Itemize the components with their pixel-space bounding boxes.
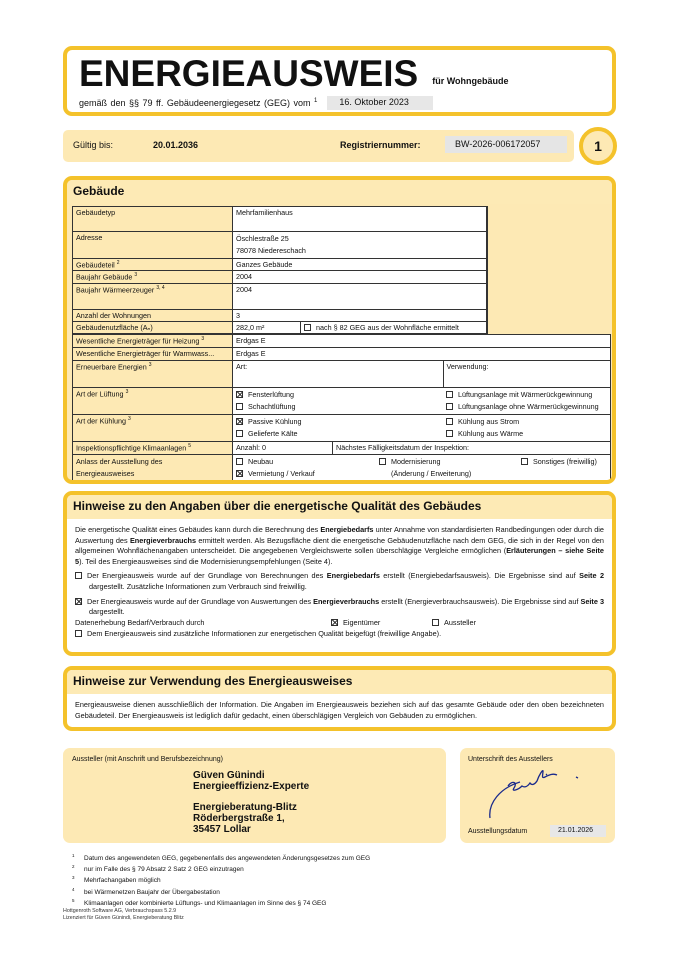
footnote: $^1$ Datum des angewendeten GEG, gegebenenfalls des angewendeten Änderungsgesetzes zum GEG [72, 853, 371, 862]
label-text: Inspektionspflichtige Klimaanlagen [76, 443, 187, 453]
label: Gebäudenutzfläche (Aₙ) [73, 321, 233, 333]
checkbox[interactable] [379, 458, 386, 465]
value: Ganzes Gebäude [233, 259, 487, 271]
building-upper [72, 206, 611, 334]
value: Erdgas E [233, 347, 611, 360]
building-table-lower [72, 334, 611, 482]
issue-date: 21.01.2026 [550, 825, 606, 837]
additional-info-option[interactable]: Dem Energieausweis sind zusätzliche Informationen zur energetischen Qualität beigefügt (freiwillige Angabe). [67, 629, 612, 640]
checkbox[interactable] [446, 403, 453, 410]
label-text: Anlass der Ausstellung des [76, 456, 163, 466]
software-line: Hottgenroth Software AG, Verbrauchspass 5.2.9 [63, 908, 177, 914]
issuer-panel [63, 748, 446, 843]
issuer-city: 35457 Lollar [193, 824, 251, 835]
label-text: Art der Lüftung [76, 389, 124, 399]
option-sublabel: (Änderung / Erweiterung) [391, 468, 472, 478]
license-line: Lizenziert für Güven Günindi, Energieberatung Blitz [63, 914, 184, 921]
building-table [72, 206, 487, 334]
option-label: Fensterlüftung [248, 389, 294, 399]
valid-until: 20.01.2036 [153, 140, 199, 150]
option-passive[interactable] [236, 416, 440, 428]
valid-label: Gültig bis: [73, 140, 114, 150]
option-label: Neubau [248, 456, 274, 466]
label [73, 441, 233, 454]
value: Erdgas E [233, 334, 611, 347]
option-label: Vermietung / Verkauf [248, 468, 315, 478]
option-delivered[interactable] [236, 428, 440, 440]
option-electric[interactable] [446, 416, 607, 428]
label [73, 334, 233, 347]
checkbox[interactable] [75, 572, 82, 579]
renewable-use: Verwendung: [443, 360, 611, 387]
option-window[interactable] [236, 389, 440, 401]
label [73, 360, 233, 387]
issuer-name: Güven Günindi [193, 770, 265, 781]
checkbox-label: nach § 82 GEG aus der Wohnfläche ermittelt [316, 322, 459, 332]
checkbox[interactable] [75, 630, 82, 637]
ventilation-options [233, 387, 444, 414]
signature-image [480, 768, 600, 823]
registration-label: Registriernummer: [340, 140, 421, 150]
checkbox-checked[interactable] [236, 391, 243, 398]
ventilation-options-2 [443, 387, 611, 414]
data-collection-label: Datenerhebung Bedarf/Verbrauch durch [75, 617, 205, 627]
option-issuer[interactable]: Aussteller [432, 618, 476, 629]
inspection-date: Nächstes Fälligkeitsdatum der Inspektion: [333, 441, 611, 454]
option-label: Kühlung aus Strom [458, 416, 520, 426]
building-section [63, 176, 616, 484]
issuer-company: Energieberatung-Blitz [193, 802, 297, 813]
section-title: Hinweise zu den Angaben über die energetische Qualität des Gebäudes [67, 495, 612, 519]
checkbox-checked[interactable] [236, 470, 243, 477]
footnote-ref: 2 [116, 260, 120, 266]
law-date: 16. Oktober 2023 [327, 96, 433, 110]
footnote-ref: 3 [134, 272, 138, 279]
label [73, 271, 233, 283]
city: 78078 Niedereschach [236, 246, 306, 255]
consumption-option[interactable]: Der Energieausweis wurde auf der Grundlage von Auswertungen des Energieverbrauchs erstellt (Energieverbrauchsausweis). Die Ergebnisse sind auf Seite 3 dargestellt. [67, 597, 612, 618]
renewable-type: Art: [233, 360, 444, 387]
signature-label: Unterschrift des Ausstellers [468, 756, 553, 763]
issuer-label: Aussteller (mit Anschrift und Berufsbezeichnung) [72, 756, 223, 763]
checkbox[interactable] [521, 458, 528, 465]
option-label: Modernisierung [391, 456, 441, 466]
footnote-ref: 1 [313, 98, 318, 104]
label: Adresse [73, 232, 233, 259]
label-text: Gebäudeteil [76, 260, 115, 270]
label-text: Art der Kühlung [76, 416, 126, 426]
label [73, 387, 233, 414]
cooling-options [233, 414, 444, 441]
footnote: $^2$ nur im Falle des § 79 Absatz 2 Satz 2 GEG einzutragen [72, 864, 244, 874]
issuer-address-block [193, 802, 297, 835]
option-label: Sonstiges (freiwillig) [533, 456, 597, 466]
footnote-ref: 3 [127, 415, 131, 422]
value: Mehrfamilienhaus [233, 207, 487, 232]
value: 2004 [233, 283, 487, 309]
option-label: Kühlung aus Wärme [458, 428, 524, 438]
checkbox[interactable] [446, 430, 453, 437]
footnote-ref: 3 [201, 335, 205, 342]
document-subtitle: für Wohngebäude [432, 76, 509, 86]
header-box [63, 46, 616, 116]
street: Öschlestraße 25 [236, 234, 289, 243]
option-label: Gelieferte Kälte [248, 428, 298, 438]
page-number: 1 [579, 127, 617, 165]
law-text: gemäß den §§ 79 ff. Gebäudeenergiegesetz (GEG) vom [79, 98, 311, 108]
option-label: Lüftungsanlage ohne Wärmerückgewinnung [458, 401, 599, 411]
section-title: Gebäude [67, 180, 612, 204]
value [233, 232, 487, 259]
value: 3 [233, 309, 487, 321]
label-text: Wesentliche Energieträger für Heizung [76, 336, 200, 346]
software-info [63, 908, 184, 921]
quality-notes-section [63, 491, 616, 656]
checkbox-checked[interactable] [236, 418, 243, 425]
demand-option[interactable]: Der Energieausweis wurde auf der Grundlage von Berechnungen des Energiebedarfs erstellt (Energiebedarfsausweis). Die Ergebnisse sind auf Seite 2 dargestellt. Zusätzliche Informationen zum Verbrauch sind freiwillig. [67, 571, 612, 592]
footnote-ref: 5 [188, 442, 192, 449]
living-area-checkbox-cell[interactable] [301, 321, 487, 333]
issuer-name-block [193, 770, 309, 792]
label [73, 259, 233, 271]
label-text: Baujahr Wärmeerzeuger [76, 285, 155, 295]
checkbox-checked[interactable] [331, 619, 338, 626]
value: Anzahl: 0 [233, 441, 333, 454]
title-row [79, 54, 509, 94]
label-text: Energieausweises [76, 468, 135, 478]
option-label: Schachtlüftung [248, 401, 296, 411]
footnotes [72, 852, 370, 908]
usage-text: Energieausweise dienen ausschließlich der Information. Die Angaben im Energieausweis beziehen sich auf das gesamte Gebäude oder den oben bezeichneten Gebäudeteil. Der Energieausweis ist lediglich dafür gedacht, einen überschlägigen Vergleich von Gebäuden zu ermöglichen. [75, 700, 604, 720]
option-shaft[interactable] [236, 401, 440, 413]
cooling-options-2 [443, 414, 611, 441]
issue-date-label: Ausstellungsdatum [468, 828, 528, 835]
section-title: Hinweise zur Verwendung des Energieausweises [67, 670, 612, 694]
building-photo-area [487, 206, 611, 334]
footnote-ref: 3 [148, 361, 152, 368]
law-row [79, 96, 433, 110]
option-label: Lüftungsanlage mit Wärmerückgewinnung [458, 389, 593, 399]
checkbox[interactable] [432, 619, 439, 626]
checkbox-checked[interactable] [75, 598, 82, 605]
registration-number: BW-2026-006172057 [445, 136, 567, 153]
quality-paragraph: Die energetische Qualität eines Gebäudes kann durch die Berechnung des Energiebedarfs unter Annahme von standardisierten Randbedingungen oder durch die Auswertung des Energieverbrauchs ermittelt werden. Als Bezugsfläche dient die energetische Gebäudenutzfläche nach dem GEG, die sich in der Regel von den allgemeinen Wohnflächenangaben unterscheidet. Die angegebenen Vergleichswerte sollen überschlägige Vergleiche ermöglichen (Erläuterungen – siehe Seite 5). Teil des Energieausweises sind die Modernisierungsempfehlungen (Seite 4). [75, 525, 604, 566]
checkbox[interactable] [236, 458, 243, 465]
value: 282,0 m² [233, 321, 301, 333]
usage-notes-section [63, 666, 616, 731]
footnote: $^3$ Mehrfachangaben möglich [72, 875, 161, 885]
signature-panel [460, 748, 615, 843]
checkbox[interactable] [446, 391, 453, 398]
option-other[interactable] [521, 456, 597, 468]
reason-options [233, 454, 611, 481]
checkbox[interactable] [446, 418, 453, 425]
option-modernisation[interactable] [379, 456, 471, 480]
issuer-street: Röderbergstraße 1, [193, 813, 285, 824]
issuer-role: Energieeffizienz-Experte [193, 781, 310, 792]
label-text: Erneuerbare Energien [76, 362, 147, 372]
option-label: Passive Kühlung [248, 416, 302, 426]
label-text: Baujahr Gebäude [76, 272, 133, 282]
label: Anzahl der Wohnungen [73, 309, 233, 321]
label [73, 414, 233, 441]
option-with-recovery[interactable] [446, 389, 607, 401]
option-without-recovery[interactable] [446, 401, 607, 413]
label [73, 454, 233, 481]
option-owner[interactable]: Eigentümer [331, 618, 380, 629]
label [73, 283, 233, 309]
law-reference [79, 98, 317, 108]
footnote-ref: 3 [125, 388, 129, 395]
checkbox[interactable] [236, 403, 243, 410]
data-collection-row [67, 618, 612, 629]
label: Wesentliche Energieträger für Warmwass... [73, 347, 233, 360]
validity-bar [63, 130, 574, 162]
checkbox[interactable] [236, 430, 243, 437]
document-title: ENERGIEAUSWEIS [79, 53, 419, 94]
footnote-ref: 3, 4 [156, 284, 165, 291]
footnote: $^4$ bei Wärmenetzen Baujahr der Übergabestation [72, 886, 220, 896]
option-heat[interactable] [446, 428, 607, 440]
value: 2004 [233, 271, 487, 283]
building-tables [72, 206, 611, 482]
checkbox[interactable] [304, 324, 311, 331]
footnote: $^5$ Klimaanlagen oder kombinierte Lüftungs- und Klimaanlagen im Sinne des § 74 GEG [72, 897, 327, 907]
label: Gebäudetyp [73, 207, 233, 232]
